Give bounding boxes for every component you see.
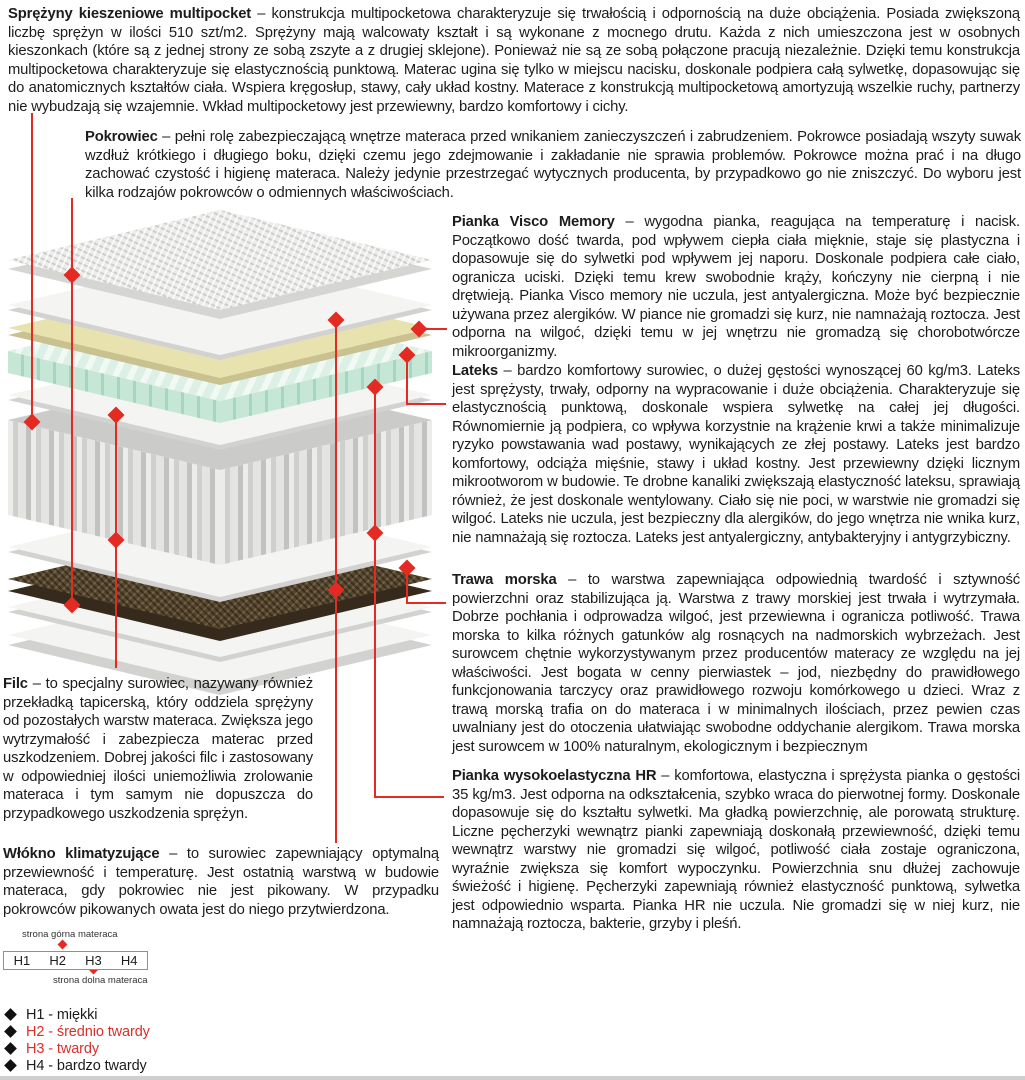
hardness-scale-box [3, 951, 148, 970]
paragraph-lateks-title: Lateks [452, 363, 498, 379]
paragraph-wlokno-title: Włókno klimatyzujące [3, 846, 160, 862]
paragraph-sprezyny-body: – konstrukcja multipocketowa charakteryzuje się trwałością i odpornością na duże obciążenia. Posiada zwiększoną liczbę sprężyn w ilości 510 szt/m2. Sprężyny mają walcowaty kształt i są wykonane z mocnego drutu. Każda z nich umieszczona jest w osobnych kieszonkach (które są z jednej strony ze sobą zszyte a z drugiej sklejone). Ponieważ nie są ze sobą połączone pracują niezależnie. Dzięki temu konstrukcja multipocketowa charakteryzuje się elastycznością punktową. Materac ugina się tylko w miejscu nacisku, doskonale podpiera całą sylwetkę, dopasowując się do anatomicznych kształtów ciała. Wspiera kręgosłup, stawy, cały układ kostny. Materace z konstrukcją multipocketową amortyzują wszelkie ruchy, partnerzy nie wybudzają się wzajemnie. Wkład multipocketowy jest przewiewny, bardzo komfortowy i cichy. [8, 6, 1020, 115]
paragraph-filc-title: Filc [3, 676, 28, 692]
legend-row-h3 [3, 1040, 150, 1057]
legend-row-h2 [3, 1023, 150, 1040]
legend-diamond-icon [4, 1025, 17, 1038]
scale-cell-h3: H3 [85, 953, 102, 968]
next-section-edge [0, 1076, 1025, 1080]
paragraph-pokrowiec-body: – pełni rolę zabezpieczającą wnętrze materaca przed wnikaniem zanieczyszczeń i zabrudzeniem. Pokrowce posiadają wszyty suwak wzdłuż krótkiego i długiego boku, dzięki czemu jego zdejmowanie i zakładanie nie sprawia problemów. Pokrowce można prać i na długo zachować czystość i higienę materaca. Należy jedynie przestrzegać wytycznych producenta, by przypadkowo go nie zniszczyć. Do wyboru jest kilka rodzajów pokrowców o odmiennych właściwościach. [85, 129, 1021, 201]
legend-diamond-icon [4, 1008, 17, 1021]
paragraph-hr-body: – komfortowa, elastyczna i sprężysta pianka o gęstości 35 kg/m3. Jest odporna na odkształcenia, szybko wraca do pierwotnej formy. Doskonale dopasowuje się do kształtu sylwetki. Ma gładką powierzchnię, ale porowatą strukturę. Liczne pęcherzyki wewnątrz pianki zapewniają doskonałą przewiewność, dzięki temu wewnątrz warstwy nie gromadzi się wilgoć, potliwość ciała zostaje ograniczona, wyraźnie zwiększa się komfort wypoczynku. Powierzchnia snu dłużej zachowuje świeżość i higienę. Pęcherzyki zapewniają również elastyczność punktową, sylwetka jest odpowiednio wsparta. Pianka HR nie uczula. Nie gromadzi się w niej kurz, nie namnażają roztocza, bakterie, grzyby i pleśń. [452, 768, 1020, 932]
paragraph-pokrowiec [85, 128, 1021, 202]
paragraph-filc-body: – to specjalny surowiec, nazywany również przekładką tapicerską, który oddziela sprężyny od pozostałych warstw materaca. Zwiększa jego wytrzymałość i zabezpiecza materac przed uszkodzeniem. Dobrej jakości filc i zastosowany w odpowiedniej ilości uniemożliwia zrolowanie materaca i tym samym nie dopuszcza do przypadkowego uszkodzenia sprężyn. [3, 676, 313, 822]
paragraph-sprezyny-title: Sprężyny kieszeniowe multipocket [8, 6, 252, 22]
mattress-exploded-diagram [0, 205, 445, 705]
paragraph-visco [452, 213, 1020, 361]
paragraph-filc [3, 675, 313, 823]
paragraph-lateks [452, 362, 1020, 547]
legend-label-h2: H2 - średnio twardy [26, 1023, 150, 1040]
paragraph-trawa-title: Trawa morska [452, 572, 557, 588]
paragraph-pokrowiec-title: Pokrowiec [85, 129, 158, 145]
paragraph-trawa [452, 571, 1020, 756]
legend-label-h4: H4 - bardzo twardy [26, 1057, 147, 1074]
legend-row-h1 [3, 1006, 150, 1023]
paragraph-lateks-body: – bardzo komfortowy surowiec, o dużej gęstości wynoszącej 60 kg/m3. Lateks jest sprężysty, trwały, odporny na wypracowanie i duże obciążenia. Charakteryzuje się elastycznością punktową, doskonale wspiera sylwetkę na całej jej długości. Równomiernie ją podpiera, co wpływa korzystnie na krążenie krwi a także minimalizuje ryzyko powstawania wad postawy, wynikających ze złej postawy. Lateks jest bardzo komfortowy, odciąża mięśnie, stawy i układ kostny. Jest przewiewny dzięki licznym mikrootworom w budowie. Te drobne kanaliki zwiększają elastyczność lateksu, sprawiają również, że jest doskonale wentylowany. Ciało się nie poci, w warstwie nie gromadzi się wilgoć. Lateks nie uczula, jest bezpieczny dla alergików, do jego wnętrza nie wnika kurz, nie namnażają się roztocza. Lateks jest antyalergiczny, antybakteryjny i antygrzybiczny. [452, 363, 1020, 546]
paragraph-hr-title: Pianka wysokoelastyczna HR [452, 768, 657, 784]
paragraph-hr [452, 767, 1020, 934]
paragraph-trawa-body: – to warstwa zapewniająca odpowiednią twardość i sztywność powierzchni oraz stabilizująca ją. Warstwa z trawy morskiej jest trwała i wytrzymała. Dobrze pochłania i odprowadza wilgoć, jest przewiewna i ogranicza potliwość. Trawa morska to kilka różnych gatunków alg rosnących na nadmorskich wybrzeżach. Jest surowcem chętnie wykorzystywanym przez producentów materacy ze względu na jej właściwości. Jest bogata w cenny pierwiastek – jod, niezbędny do prawidłowego funkcjonowania tarczycy oraz prawidłowego rozwoju komórkowego u dzieci. Wraz z trawą morską trafia on do materaca i w minimalnych ilościach, przez pewien czas uwalniany jest do otoczenia ułatwiając swobodne oddychanie alergikom. Trawa morska jest surowcem w 100% naturalnym, ekologicznym i bezpiecznym [452, 572, 1020, 755]
paragraph-visco-body: – wygodna pianka, reagująca na temperaturę i nacisk. Początkowo dość twarda, pod wpływem ciepła ciała mięknie, staje się plastyczna i dopasowuje się do sylwetki pod wpływem jej naporu. Doskonale podpiera całe ciało, ogranicza uciski. Dzięki temu krew swobodnie krąży, kończyny nie cierpną i nie drętwieją. Pianka Visco memory nie uczula, jest antyalergiczna. Może być bezpiecznie używana przez alergików. W piance nie gromadzi się kurz, nie namnażają roztocza. Jest odporna na wilgoć, dzięki temu w jej wnętrzu nie gromadzą się chorobotwórcze mikroorganizmy. [452, 214, 1020, 360]
scale-cell-h4: H4 [120, 953, 138, 968]
paragraph-wlokno-body: – to surowiec zapewniający optymalną przewiewność i temperaturę. Jest ostatnią warstwą w budowie materaca, gdy pokrowiec nie jest pikowany. W przypadku pokrowców pikowanych owata jest do niego przytwierdzona. [3, 846, 440, 918]
legend-diamond-icon [4, 1042, 17, 1055]
scale-cell-h1: H1 [13, 953, 31, 968]
paragraph-wlokno [3, 845, 439, 919]
paragraph-visco-title: Pianka Visco Memory [452, 214, 615, 230]
scale-bottom-label: strona dolna materaca [53, 975, 148, 986]
scale-top-label: strona górna materaca [22, 929, 118, 940]
connector-trawa-line-horizontal [406, 602, 446, 604]
scale-cell-h2: H2 [49, 953, 66, 968]
connector-sprezyny-line [31, 113, 33, 422]
legend-row-h4 [3, 1057, 150, 1074]
connector-hr-line-horizontal [374, 796, 444, 798]
legend-label-h1: H1 - miękki [26, 1006, 98, 1023]
connector-hr-line-vertical [374, 387, 376, 798]
connector-pokrowiec-line [71, 198, 73, 605]
connector-lateks-line-horizontal [406, 403, 446, 405]
hardness-legend [3, 1006, 150, 1074]
paragraph-sprezyny [8, 5, 1020, 116]
scale-top-diamond-icon [58, 940, 68, 950]
legend-label-h3: H3 - twardy [26, 1040, 100, 1057]
legend-diamond-icon [4, 1059, 17, 1072]
